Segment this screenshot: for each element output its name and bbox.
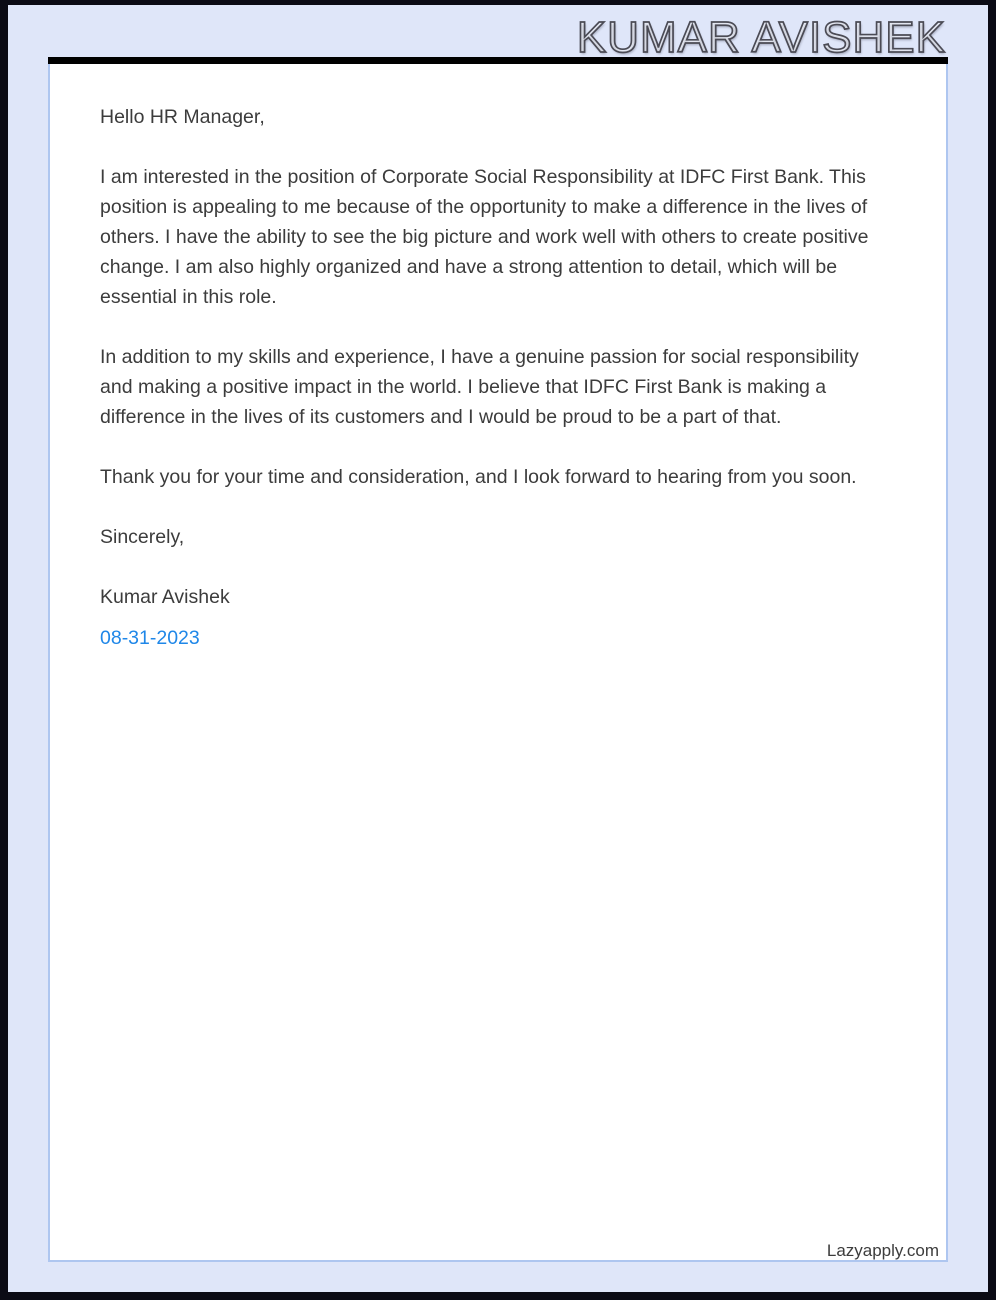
cover-letter-sheet (48, 64, 948, 1262)
closing-text: Sincerely, (100, 526, 185, 548)
letter-paragraph: I am interested in the position of Corporate Social Responsibility at IDFC First Bank. This position is appealing to me because of the opportunity to make a difference in the lives of others. I have the ability to see the big picture and work well with others to create positive change. I am also highly organized and have a strong attention to detail, which will be essential in this role. (100, 166, 869, 308)
page-header (8, 5, 988, 62)
cover-letter-body (100, 102, 880, 653)
greeting-text: Hello HR Manager, (100, 106, 265, 128)
signature-text: Kumar Avishek (100, 586, 230, 608)
lazyapply-watermark: Lazyapply.com (826, 1241, 939, 1260)
letter-paragraph: In addition to my skills and experience, I have a genuine passion for social responsibility and making a positive impact in the world. I believe that IDFC First Bank is making a difference in the lives of its customers and I would be proud to be a part of that. (100, 346, 859, 428)
applicant-name-heading: KUMAR AVISHEK (576, 13, 946, 62)
letter-paragraph: Thank you for your time and consideration, and I look forward to hearing from you soon. (100, 466, 857, 488)
date-link[interactable]: 08-31-2023 (100, 627, 200, 649)
